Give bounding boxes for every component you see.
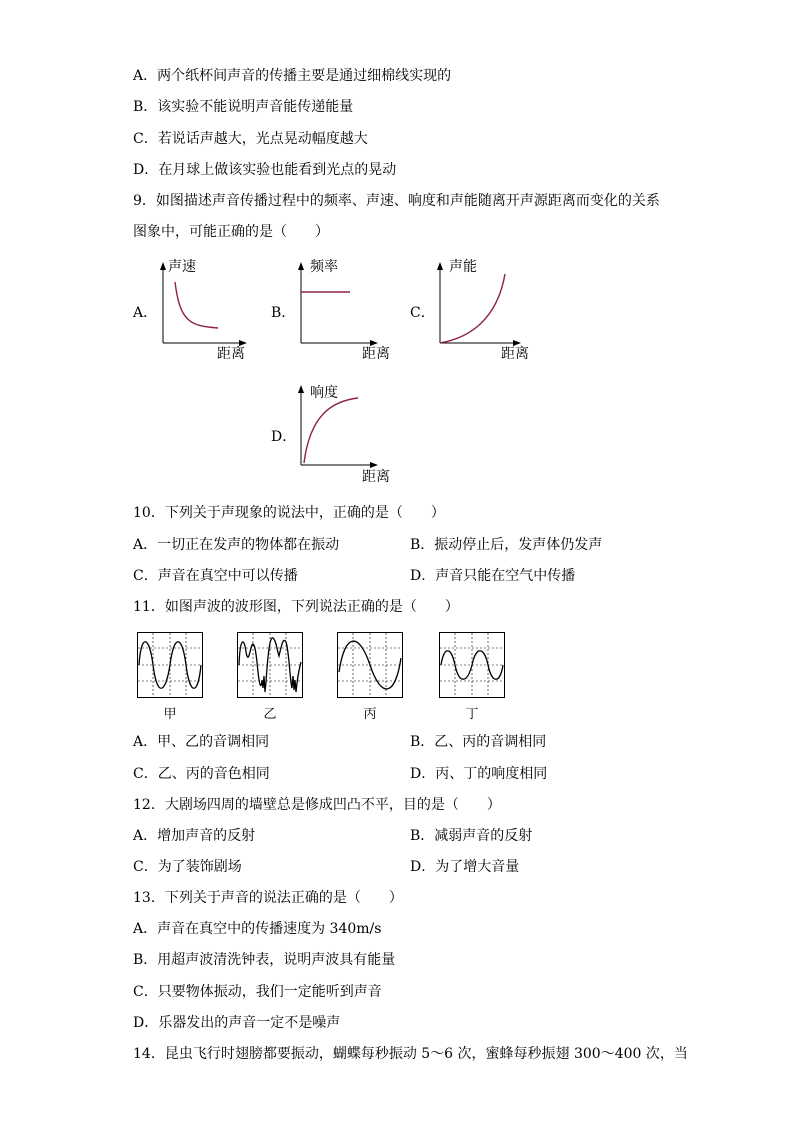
q8-option-d: D．在月球上做该实验也能看到光点的晃动 [133,162,397,178]
q9-graph-c-option: C． [410,305,435,321]
q11-option-c: C．乙、丙的音色相同 [133,766,270,782]
q9-graph-c-xlabel: 距离 [501,346,529,362]
wave-jia-caption: 甲 [163,707,177,722]
wave-ding [439,632,505,698]
q9-graph-a-option: A． [133,305,158,321]
q10-option-b: B．振动停止后，发声体仍发声 [410,537,603,553]
wave-yi-caption: 乙 [263,707,277,722]
wave-yi [237,632,303,698]
q10-option-d: D．声音只能在空气中传播 [410,568,576,584]
q10-option-a: A．一切正在发声的物体都在振动 [133,537,340,553]
q8-option-c: C．若说话声越大，光点晃动幅度越大 [133,131,368,147]
q8-option-b: B．该实验不能说明声音能传递能量 [133,99,354,115]
wave-bing [337,632,403,698]
q9-graph-c [429,262,539,352]
q12-stem: 12．大剧场四周的墙壁总是修成凹凸不平，目的是（ ） [133,797,501,813]
wave-ding-caption: 丁 [465,707,479,722]
q12-option-b: B．减弱声音的反射 [410,828,533,844]
x-axis-arrow [239,340,247,346]
q9-graph-d-option: D． [271,429,297,445]
q13-option-b: B．用超声波清洗钟表，说明声波具有能量 [133,952,396,968]
decreasing-curve [175,282,218,328]
q12-option-a: A．增加声音的反射 [133,828,256,844]
y-axis-arrow [298,385,304,393]
q9-graph-a [150,262,250,352]
y-axis-arrow [437,262,443,270]
increasing-curve [440,274,505,343]
wave-jia [137,632,203,698]
q14-stem: 14．昆虫飞行时翅膀都要振动，蝴蝶每秒振动 5～6 次，蜜蜂每秒振翅 300～400 次，当 [133,1046,688,1062]
q11-stem: 11．如图声波的波形图，下列说法正确的是（ ） [133,599,459,615]
q9-graph-d [290,385,390,475]
q13-option-a: A．声音在真空中的传播速度为 340m/s [133,921,382,937]
y-axis-arrow [298,262,304,270]
q11-option-a: A．甲、乙的音调相同 [133,734,270,750]
q9-stem-line1: 9．如图描述声音传播过程中的频率、声速、响度和声能随离开声源距离而变化的关系 [133,193,660,209]
q10-stem: 10．下列关于声现象的说法中，正确的是（ ） [133,505,445,521]
q9-stem-line2: 图象中，可能正确的是（ ） [133,224,329,240]
q11-option-d: D．丙、丁的响度相同 [410,766,548,782]
q8-option-a: A．两个纸杯间声音的传播主要是通过细棉线实现的 [133,68,452,84]
q9-graph-c-ylabel: 声能 [449,259,477,275]
q12-option-d: D．为了增大音量 [410,859,520,875]
x-axis-arrow [370,340,378,346]
y-axis-arrow [160,262,166,270]
q9-graph-d-ylabel: 响度 [310,385,338,401]
q13-option-d: D．乐器发出的声音一定不是噪声 [133,1015,341,1031]
q9-graph-d-xlabel: 距离 [362,469,390,485]
q9-graph-b-ylabel: 频率 [310,259,338,275]
q9-graph-b-xlabel: 距离 [362,346,390,362]
q10-option-c: C．声音在真空中可以传播 [133,568,298,584]
q9-graph-b [290,262,390,352]
q13-stem: 13．下列关于声音的说法正确的是（ ） [133,890,403,906]
q13-option-c: C．只要物体振动，我们一定能听到声音 [133,984,382,1000]
x-axis-arrow [370,462,378,468]
saturating-curve [304,398,358,463]
q9-graph-a-xlabel: 距离 [217,346,245,362]
q11-option-b: B．乙、丙的音调相同 [410,734,547,750]
wave-bing-caption: 丙 [363,707,377,722]
q12-option-c: C．为了装饰剧场 [133,859,242,875]
q9-graph-b-option: B． [271,305,296,321]
x-axis-arrow [513,340,521,346]
q9-graph-a-ylabel: 声速 [168,259,196,275]
